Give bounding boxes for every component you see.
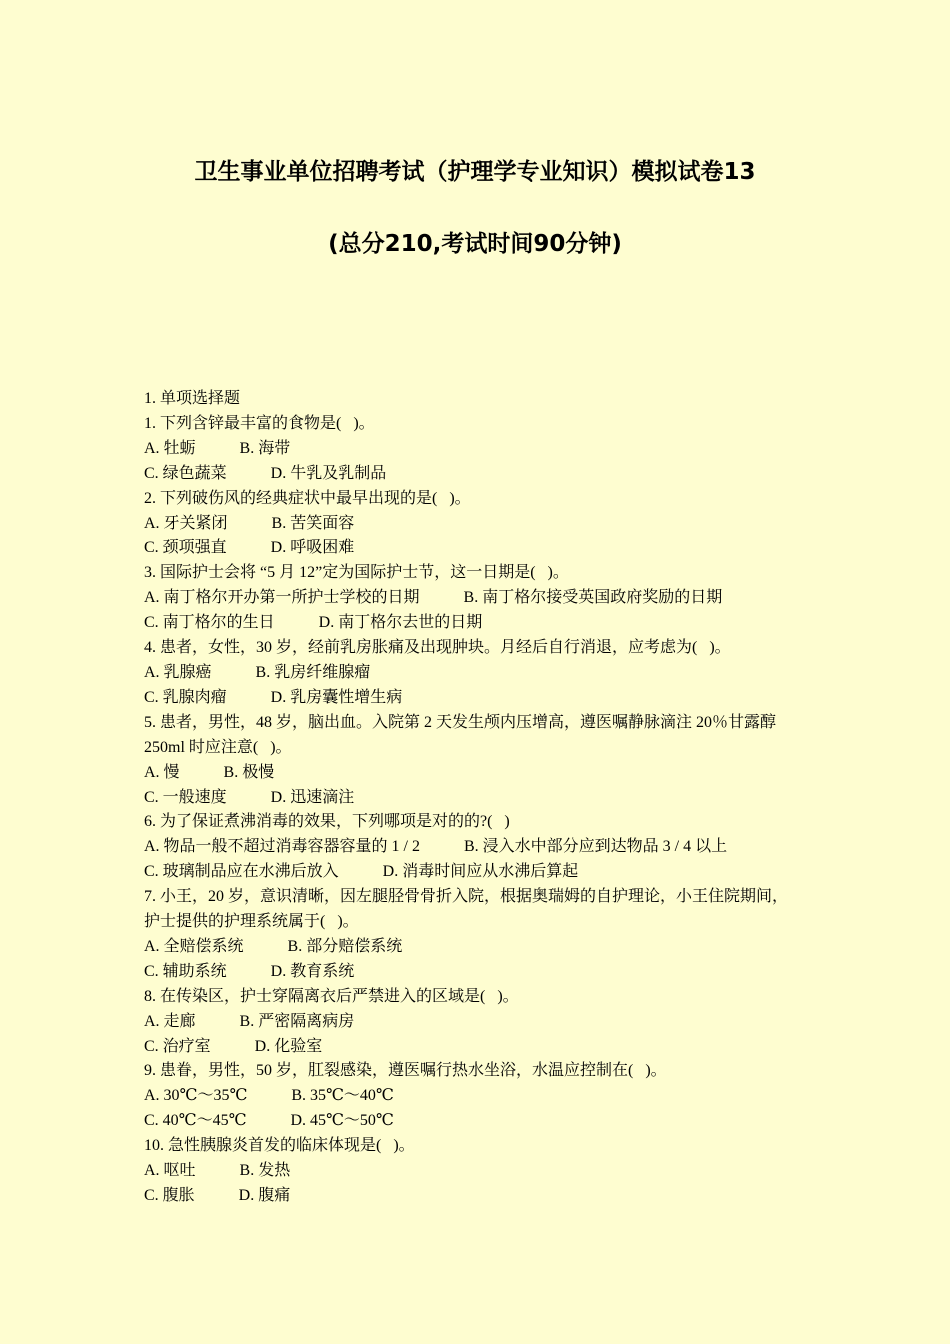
question-stem-continued: 护士提供的护理系统属于( )。 bbox=[144, 913, 359, 931]
question-stem: 7. 小王，20 岁，意识清晰，因左腿胫骨骨折入院，根据奥瑞姆的自护理论，小王住院期间， bbox=[144, 888, 789, 906]
question-stem: 10. 急性胰腺炎首发的临床体现是( )。 bbox=[144, 1137, 415, 1155]
document-subtitle: (总分210,考试时间90分钟) bbox=[328, 231, 622, 257]
answer-options: A. 呕吐 B. 发热 bbox=[144, 1162, 291, 1180]
question-stem: 3. 国际护士会将 “5 月 12”定为国际护士节，这一日期是( )。 bbox=[144, 564, 569, 582]
answer-options: C. 玻璃制品应在水沸后放入 D. 消毒时间应从水沸后算起 bbox=[144, 863, 579, 881]
answer-options: A. 南丁格尔开办第一所护士学校的日期 B. 南丁格尔接受英国政府奖励的日期 bbox=[144, 589, 723, 607]
answer-options: C. 治疗室 D. 化验室 bbox=[144, 1037, 323, 1055]
answer-options: C. 腹胀 D. 腹痛 bbox=[144, 1187, 291, 1204]
question-stem-continued: 250ml 时应注意( )。 bbox=[144, 738, 292, 756]
answer-options: A. 全赔偿系统 B. 部分赔偿系统 bbox=[144, 937, 403, 955]
question-stem: 6. 为了保证煮沸消毒的效果，下列哪项是对的的?( ) bbox=[144, 813, 510, 831]
answer-options: A. 慢 B. 极慢 bbox=[144, 763, 275, 781]
answer-options: A. 牡蛎 B. 海带 bbox=[144, 439, 291, 457]
answer-options: C. 绿色蔬菜 D. 牛乳及乳制品 bbox=[144, 464, 387, 482]
question-stem: 9. 患眷，男性，50 岁，肛裂感染，遵医嘱行热水坐浴，水温应控制在( )。 bbox=[144, 1062, 667, 1080]
answer-options: C. 一般速度 D. 迅速滴注 bbox=[144, 788, 355, 806]
answer-options: A. 物品一般不超过消毒容器容量的 1 / 2 B. 浸入水中部分应到达物品 3 / 4 以上 bbox=[144, 838, 728, 856]
question-stem: 4. 患者，女性，30 岁，经前乳房胀痛及出现肿块。月经后自行消退，应考虑为( )。 bbox=[144, 639, 731, 657]
answer-options: C. 南丁格尔的生日 D. 南丁格尔去世的日期 bbox=[144, 614, 483, 632]
answer-options: C. 辅助系统 D. 教育系统 bbox=[144, 962, 355, 980]
answer-options: C. 40℃～45℃ D. 45℃～50℃ bbox=[144, 1112, 394, 1130]
question-stem: 1. 下列含锌最丰富的食物是( )。 bbox=[144, 414, 375, 432]
question-stem: 8. 在传染区，护士穿隔离衣后严禁进入的区域是( )。 bbox=[144, 987, 519, 1005]
answer-options: C. 颈项强直 D. 呼吸困难 bbox=[144, 539, 355, 557]
answer-options: C. 乳腺肉瘤 D. 乳房囊性增生病 bbox=[144, 688, 403, 706]
answer-options: A. 乳腺癌 B. 乳房纤维腺瘤 bbox=[144, 663, 371, 681]
question-list bbox=[144, 387, 834, 1209]
answer-options: A. 走廊 B. 严密隔离病房 bbox=[144, 1012, 355, 1030]
question-stem: 5. 患者，男性，48 岁，脑出血。入院第 2 天发生颅内压增高，遵医嘱静脉滴注 20％甘露醇 bbox=[144, 713, 777, 731]
answer-options: A. 牙关紧闭 B. 苦笑面容 bbox=[144, 514, 355, 532]
document-title: 卫生事业单位招聘考试（护理学专业知识）模拟试卷13 bbox=[194, 159, 756, 185]
answer-options: A. 30℃～35℃ B. 35℃～40℃ bbox=[144, 1087, 394, 1105]
section-heading: 1. 单项选择题 bbox=[144, 390, 241, 407]
question-stem: 2. 下列破伤风的经典症状中最早出现的是( )。 bbox=[144, 489, 471, 507]
